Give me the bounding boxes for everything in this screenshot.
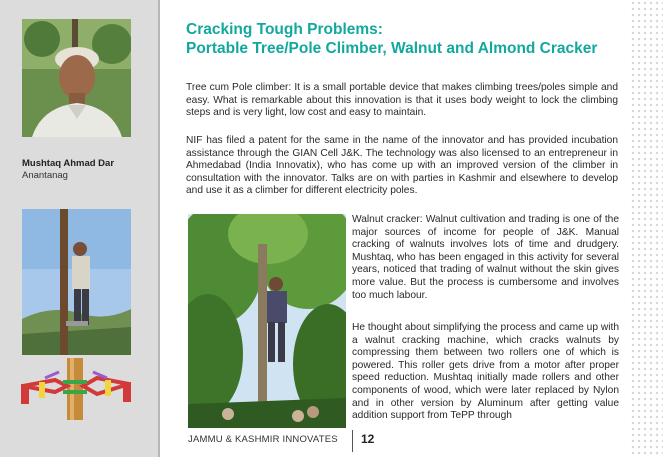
publication-footer: JAMMU & KASHMIR INNOVATES bbox=[188, 434, 338, 445]
paragraph-walnut-cracker: Walnut cracker: Walnut cultivation and trading is one of the major sources of income for people of J&K. Manual cracking of walnuts involves lots of time and drudgery. Mushtaq, who has been engaged in this activity for several years, noticed that trading of walnut without the skin gives more value. But the process is cumbersome and involves too much labour. bbox=[352, 214, 619, 301]
sidebar-edge bbox=[158, 0, 160, 457]
article-title-line1: Cracking Tough Problems: bbox=[186, 21, 383, 38]
pole-climbing-photo bbox=[22, 209, 131, 355]
climber-device-diagram bbox=[15, 358, 137, 420]
innovator-portrait bbox=[22, 19, 131, 137]
paragraph-patent: NIF has filed a patent for the same in the name of the innovator and has provided incubation assistance through the GIAN Cell J&K. The technology was also licensed to an entrepreneur in Ahmedabad (India Innovatix), who has come up with an improved version of the climber in consultation with the innovator. Talks are on with parties in Kashmir and elsewhere to develop and use it as a climber for different electricity poles. bbox=[186, 135, 618, 197]
innovator-location: Anantanag bbox=[22, 170, 68, 181]
tree-climbing-photo bbox=[188, 214, 346, 428]
footer-divider bbox=[352, 430, 353, 452]
article-title bbox=[186, 20, 597, 58]
paragraph-cracking-machine: He thought about simplifying the process and came up with a walnut cracking machine, which cracks walnuts by compressing them between two rollers one of which is powered. This roller gets drive from a motor after proper speed reduction. Mushtaq initially made rollers and other components of wood, which were later replaced by Nylon and in other version by Aluminum after getting value addition support from TePP through bbox=[352, 322, 619, 422]
article-title-line2: Portable Tree/Pole Climber, Walnut and Almond Cracker bbox=[186, 40, 598, 57]
page-number: 12 bbox=[361, 432, 375, 446]
innovator-name: Mushtaq Ahmad Dar bbox=[22, 158, 115, 169]
paragraph-tree-climber: Tree cum Pole climber: It is a small portable device that makes climbing trees/poles simple and easy. What is remarkable about this innovation is that it uses body weight to lock the climbing steps and is very light, low cost and easy to maintain. bbox=[186, 82, 618, 119]
dotted-margin bbox=[630, 0, 663, 457]
